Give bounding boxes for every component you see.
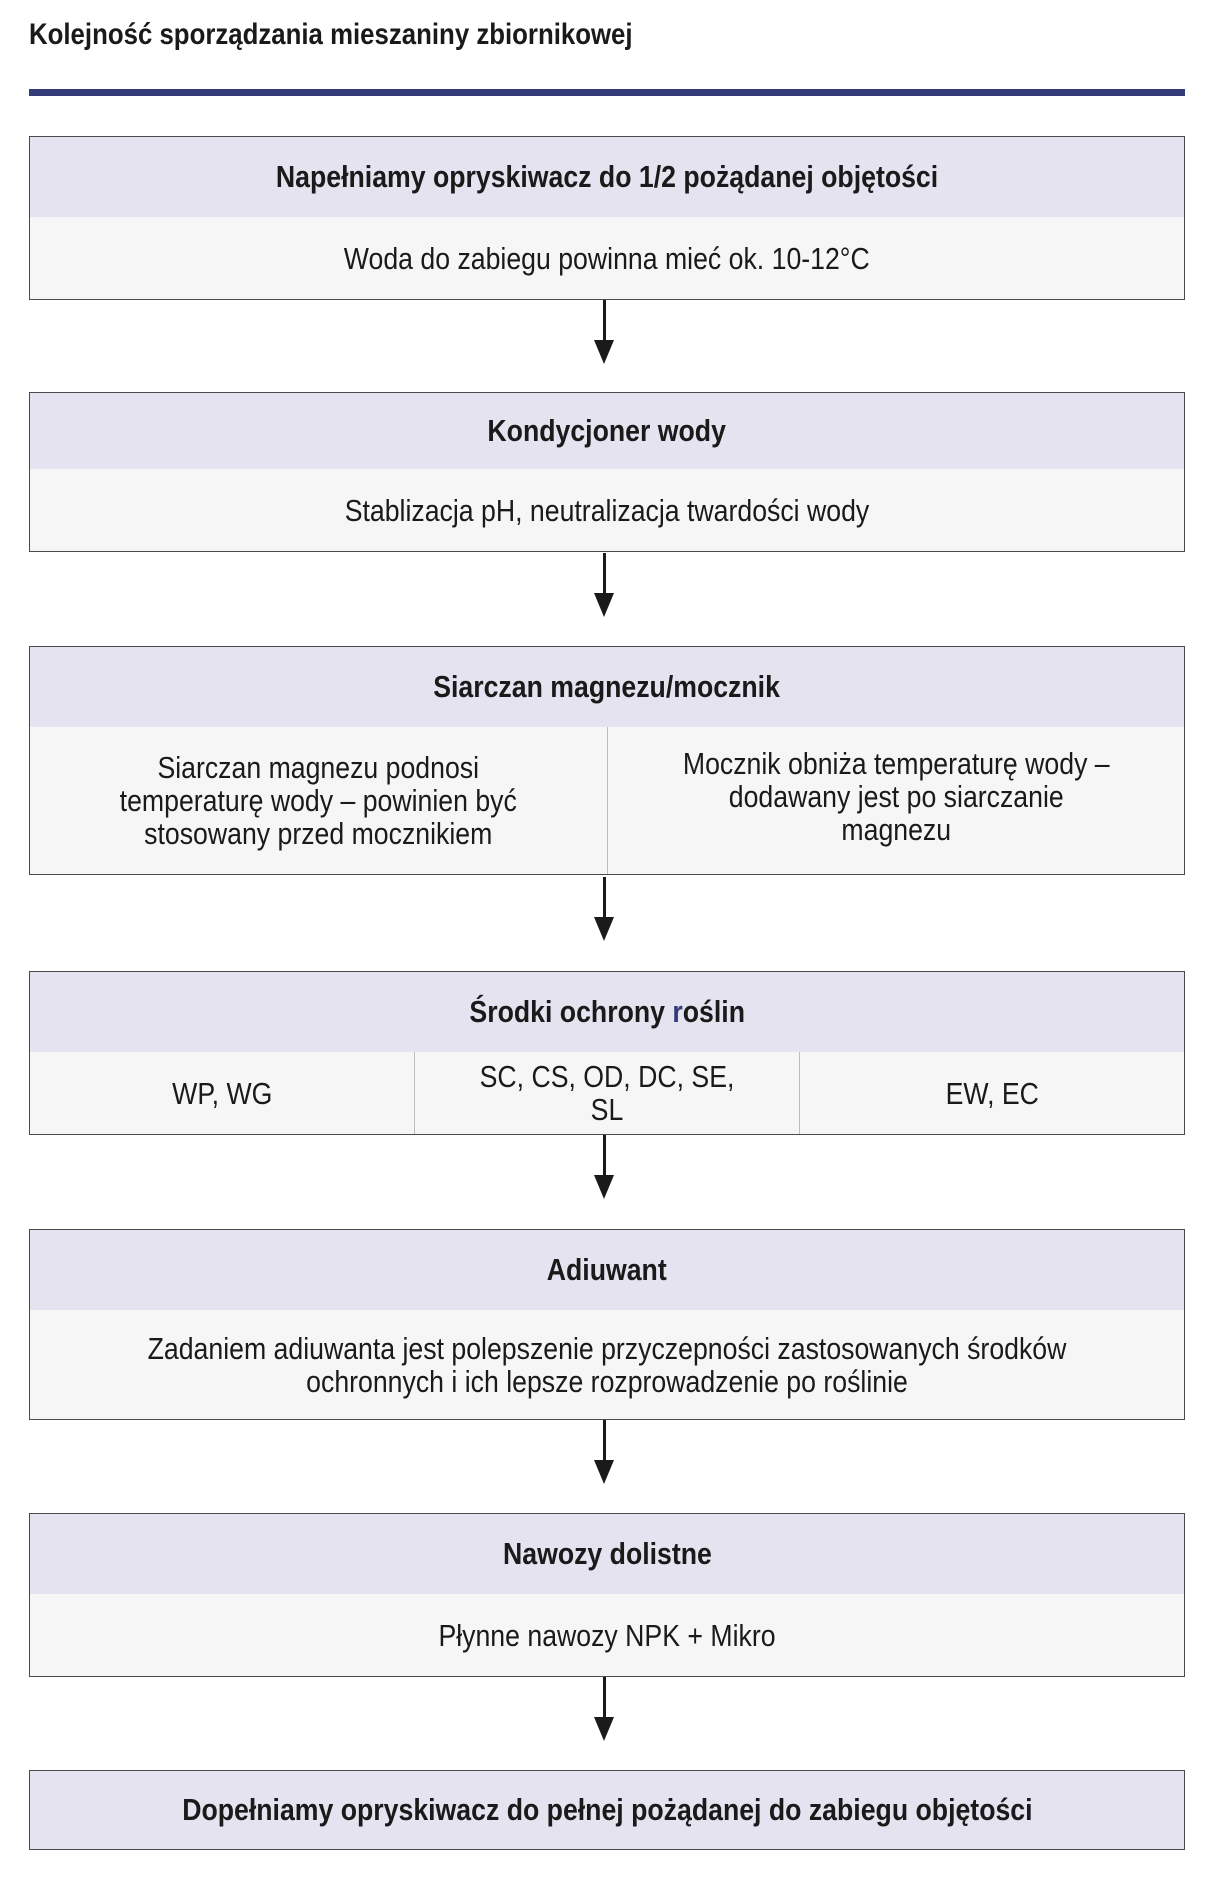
step-3-heading-row bbox=[30, 647, 1184, 727]
step-box-7 bbox=[29, 1770, 1185, 1850]
step-5-heading: Adiuwant bbox=[547, 1252, 667, 1287]
step-7-heading-row bbox=[30, 1771, 1184, 1849]
step-box-1 bbox=[29, 136, 1185, 300]
step-4-cell-3-text: EW, EC bbox=[945, 1075, 1039, 1111]
step-2-heading-row bbox=[30, 393, 1184, 469]
step-6-heading-row bbox=[30, 1514, 1184, 1594]
step-1-cell-1-text: Woda do zabiegu powinna mieć ok. 10-12°C bbox=[344, 240, 870, 276]
step-4-cell-2-text: SC, CS, OD, DC, SE, SL bbox=[479, 1059, 735, 1127]
step-3-cell-1 bbox=[30, 727, 607, 874]
step-box-2 bbox=[29, 392, 1185, 552]
step-2-cell-1-text: Stablizacja pH, neutralizacja twardości wody bbox=[344, 492, 870, 528]
step-1-heading: Napełniamy opryskiwacz do 1/2 pożądanej objętości bbox=[275, 159, 939, 194]
step-3-cell-1-text: Siarczan magnezu podnosi temperaturę wody – powinien być stosowany przed mocznikiem bbox=[119, 750, 517, 851]
step-1-heading-row bbox=[30, 137, 1184, 217]
step-1-cell-1 bbox=[30, 217, 1184, 299]
step-6-heading: Nawozy dolistne bbox=[502, 1536, 712, 1571]
step-4-cell-3 bbox=[799, 1052, 1184, 1134]
step-4-body bbox=[30, 1052, 1184, 1134]
step-box-4 bbox=[29, 971, 1185, 1135]
step-1-body bbox=[30, 217, 1184, 299]
step-4-heading-part-1: Środki ochrony bbox=[469, 994, 673, 1029]
step-4-heading-part-3: oślin bbox=[682, 994, 745, 1029]
step-5-body bbox=[30, 1310, 1184, 1419]
step-7-heading: Dopełniamy opryskiwacz do pełnej pożądanej do zabiegu objętości bbox=[181, 1792, 1033, 1827]
step-box-3 bbox=[29, 646, 1185, 875]
step-4-cell-2 bbox=[414, 1052, 799, 1134]
diagram-title: Kolejność sporządzania mieszaniny zbiornikowej bbox=[29, 18, 633, 51]
step-3-heading: Siarczan magnezu/mocznik bbox=[433, 669, 781, 704]
step-2-heading: Kondycjoner wody bbox=[487, 413, 727, 448]
step-4-cell-1 bbox=[30, 1052, 414, 1134]
step-6-cell-1-text: Płynne nawozy NPK + Mikro bbox=[438, 1617, 776, 1653]
step-3-body bbox=[30, 727, 1184, 874]
step-3-cell-2 bbox=[607, 727, 1185, 874]
step-3-cell-2-text: Mocznik obniża temperaturę wody – dodawany jest po siarczanie magnezu bbox=[682, 746, 1110, 847]
step-4-cell-1-text: WP, WG bbox=[171, 1075, 273, 1111]
step-5-cell-1-text: Zadaniem adiuwanta jest polepszenie przyczepności zastosowanych środków ochronnych i ich lepsze rozprowadzenie po roślinie bbox=[147, 1330, 1067, 1399]
step-2-cell-1 bbox=[30, 469, 1184, 551]
step-4-heading-highlight: r bbox=[672, 994, 683, 1029]
title-underline bbox=[29, 89, 1185, 96]
step-6-body bbox=[30, 1594, 1184, 1676]
step-box-5 bbox=[29, 1229, 1185, 1420]
step-6-cell-1 bbox=[30, 1594, 1184, 1676]
step-5-heading-row bbox=[30, 1230, 1184, 1310]
step-2-body bbox=[30, 469, 1184, 551]
step-5-cell-1 bbox=[30, 1310, 1184, 1419]
step-4-heading-row bbox=[30, 972, 1184, 1052]
step-4-heading bbox=[469, 994, 745, 1030]
step-box-6 bbox=[29, 1513, 1185, 1677]
